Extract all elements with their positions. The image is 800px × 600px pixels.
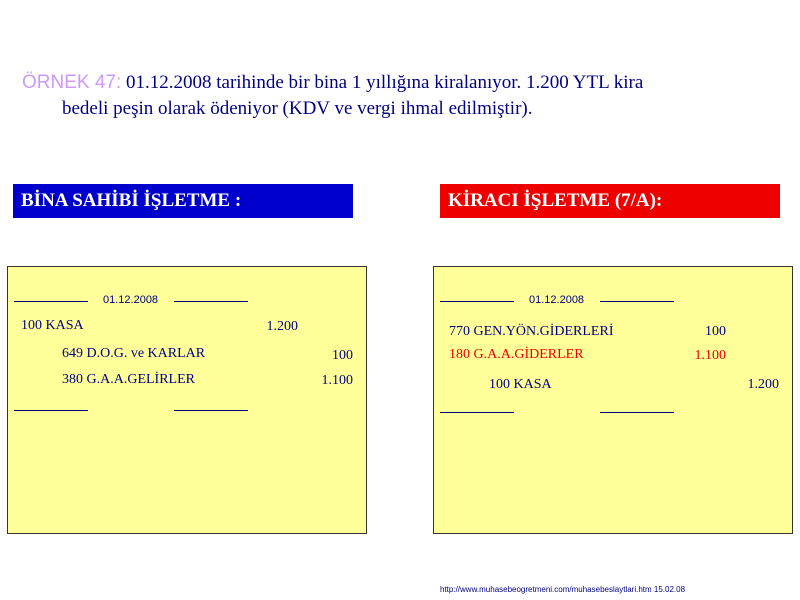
credit-amount: 1.200 — [747, 377, 779, 392]
credit-amount: 1.100 — [321, 373, 353, 388]
entry-bottom-rule-left — [440, 412, 514, 413]
example-line-1: 01.12.2008 tarihinde bir bina 1 yıllığına kiralanıyor. 1.200 YTL kira — [121, 72, 644, 93]
debit-account: 770 GEN.YÖN.GİDERLERİ — [449, 324, 614, 339]
debit-account: 180 G.A.A.GİDERLER — [449, 347, 584, 362]
entry-bottom-rule-left — [14, 410, 88, 411]
credit-account: 100 KASA — [489, 377, 552, 392]
entry-top-rule-right — [600, 301, 674, 302]
debit-amount: 1.100 — [694, 348, 726, 363]
example-line-2: bedeli peşin olarak ödeniyor (KDV ve vergi ihmal edilmiştir). — [62, 98, 533, 119]
source-url: http://www.muhasebeogretmeni.com/muhasebeslaytlari.htm 15.02.08 — [440, 585, 686, 594]
entry-date: 01.12.2008 — [529, 294, 585, 306]
example-text — [22, 70, 762, 122]
credit-amount: 100 — [332, 348, 353, 363]
entry-date: 01.12.2008 — [103, 294, 159, 306]
tenant-header: KİRACI İŞLETME (7/A): — [440, 184, 780, 218]
credit-account: 380 G.A.A.GELİRLER — [62, 372, 195, 387]
credit-account: 649 D.O.G. ve KARLAR — [62, 346, 206, 361]
debit-amount: 100 — [705, 324, 726, 339]
entry-bottom-rule-right — [600, 412, 674, 413]
owner-header: BİNA SAHİBİ İŞLETME : — [13, 184, 353, 218]
debit-account: 100 KASA — [21, 318, 84, 333]
entry-top-rule-right — [174, 301, 248, 302]
owner-journal-entry — [7, 266, 367, 534]
entry-top-rule-left — [440, 301, 514, 302]
tenant-journal-entry — [433, 266, 793, 534]
example-label: ÖRNEK 47: — [22, 72, 122, 93]
debit-amount: 1.200 — [266, 319, 298, 334]
entry-top-rule-left — [14, 301, 88, 302]
entry-bottom-rule-right — [174, 410, 248, 411]
